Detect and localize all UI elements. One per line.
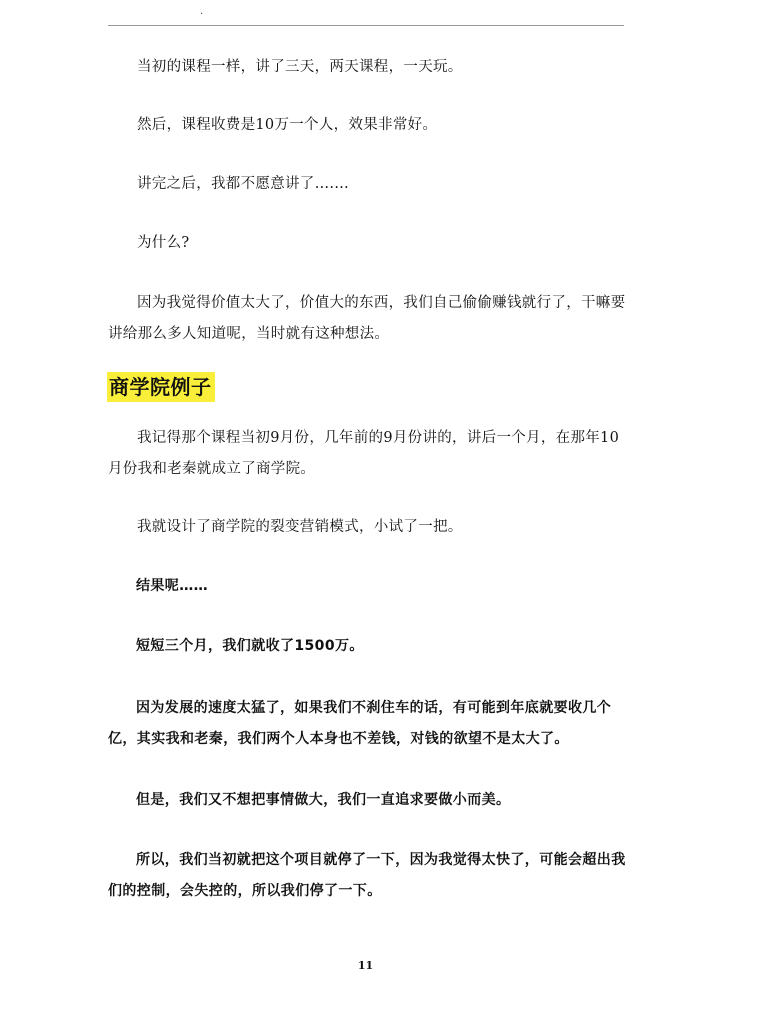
paragraph-revenue: 短短三个月，我们就收了1500万。 <box>136 638 364 654</box>
header-mark: . <box>200 6 204 17</box>
paragraph-growth: 因为发展的速度太猛了，如果我们不刹住车的话，有可能到年底就要收几个亿，其实我和老秦，我们两个人本身也不差钱，对钱的欲望不是太大了。 <box>108 700 612 747</box>
paragraph-fission-marketing: 我就设计了商学院的裂变营销模式，小试了一把。 <box>137 519 463 535</box>
section-heading: 商学院例子 <box>107 372 215 402</box>
paragraph-reason: 因为我觉得价值太大了，价值大的东西，我们自己偷偷赚钱就行了，干嘛要讲给那么多人知道呢，当时就有这种想法。 <box>108 295 626 342</box>
page-number: 11 <box>357 959 374 972</box>
paragraph-result: 结果呢…… <box>136 578 208 594</box>
paragraph-paused-project: 所以，我们当初就把这个项目就停了一下，因为我觉得太快了，可能会超出我们的控制，会失控的，所以我们停了一下。 <box>108 852 626 899</box>
paragraph-why: 为什么? <box>137 235 190 251</box>
paragraph-course-schedule: 当初的课程一样，讲了三天，两天课程，一天玩。 <box>137 59 463 75</box>
paragraph-small-and-beautiful: 但是，我们又不想把事情做大，我们一直追求要做小而美。 <box>136 792 511 808</box>
paragraph-business-school-founding: 我记得那个课程当初9月份，几年前的9月份讲的，讲后一个月，在那年10月份我和老秦就成立了商学院。 <box>108 430 620 477</box>
header-rule <box>108 25 624 26</box>
paragraph-course-fee: 然后，课程收费是10万一个人，效果非常好。 <box>137 117 438 133</box>
paragraph-after-lecture: 讲完之后，我都不愿意讲了….… <box>137 176 350 192</box>
